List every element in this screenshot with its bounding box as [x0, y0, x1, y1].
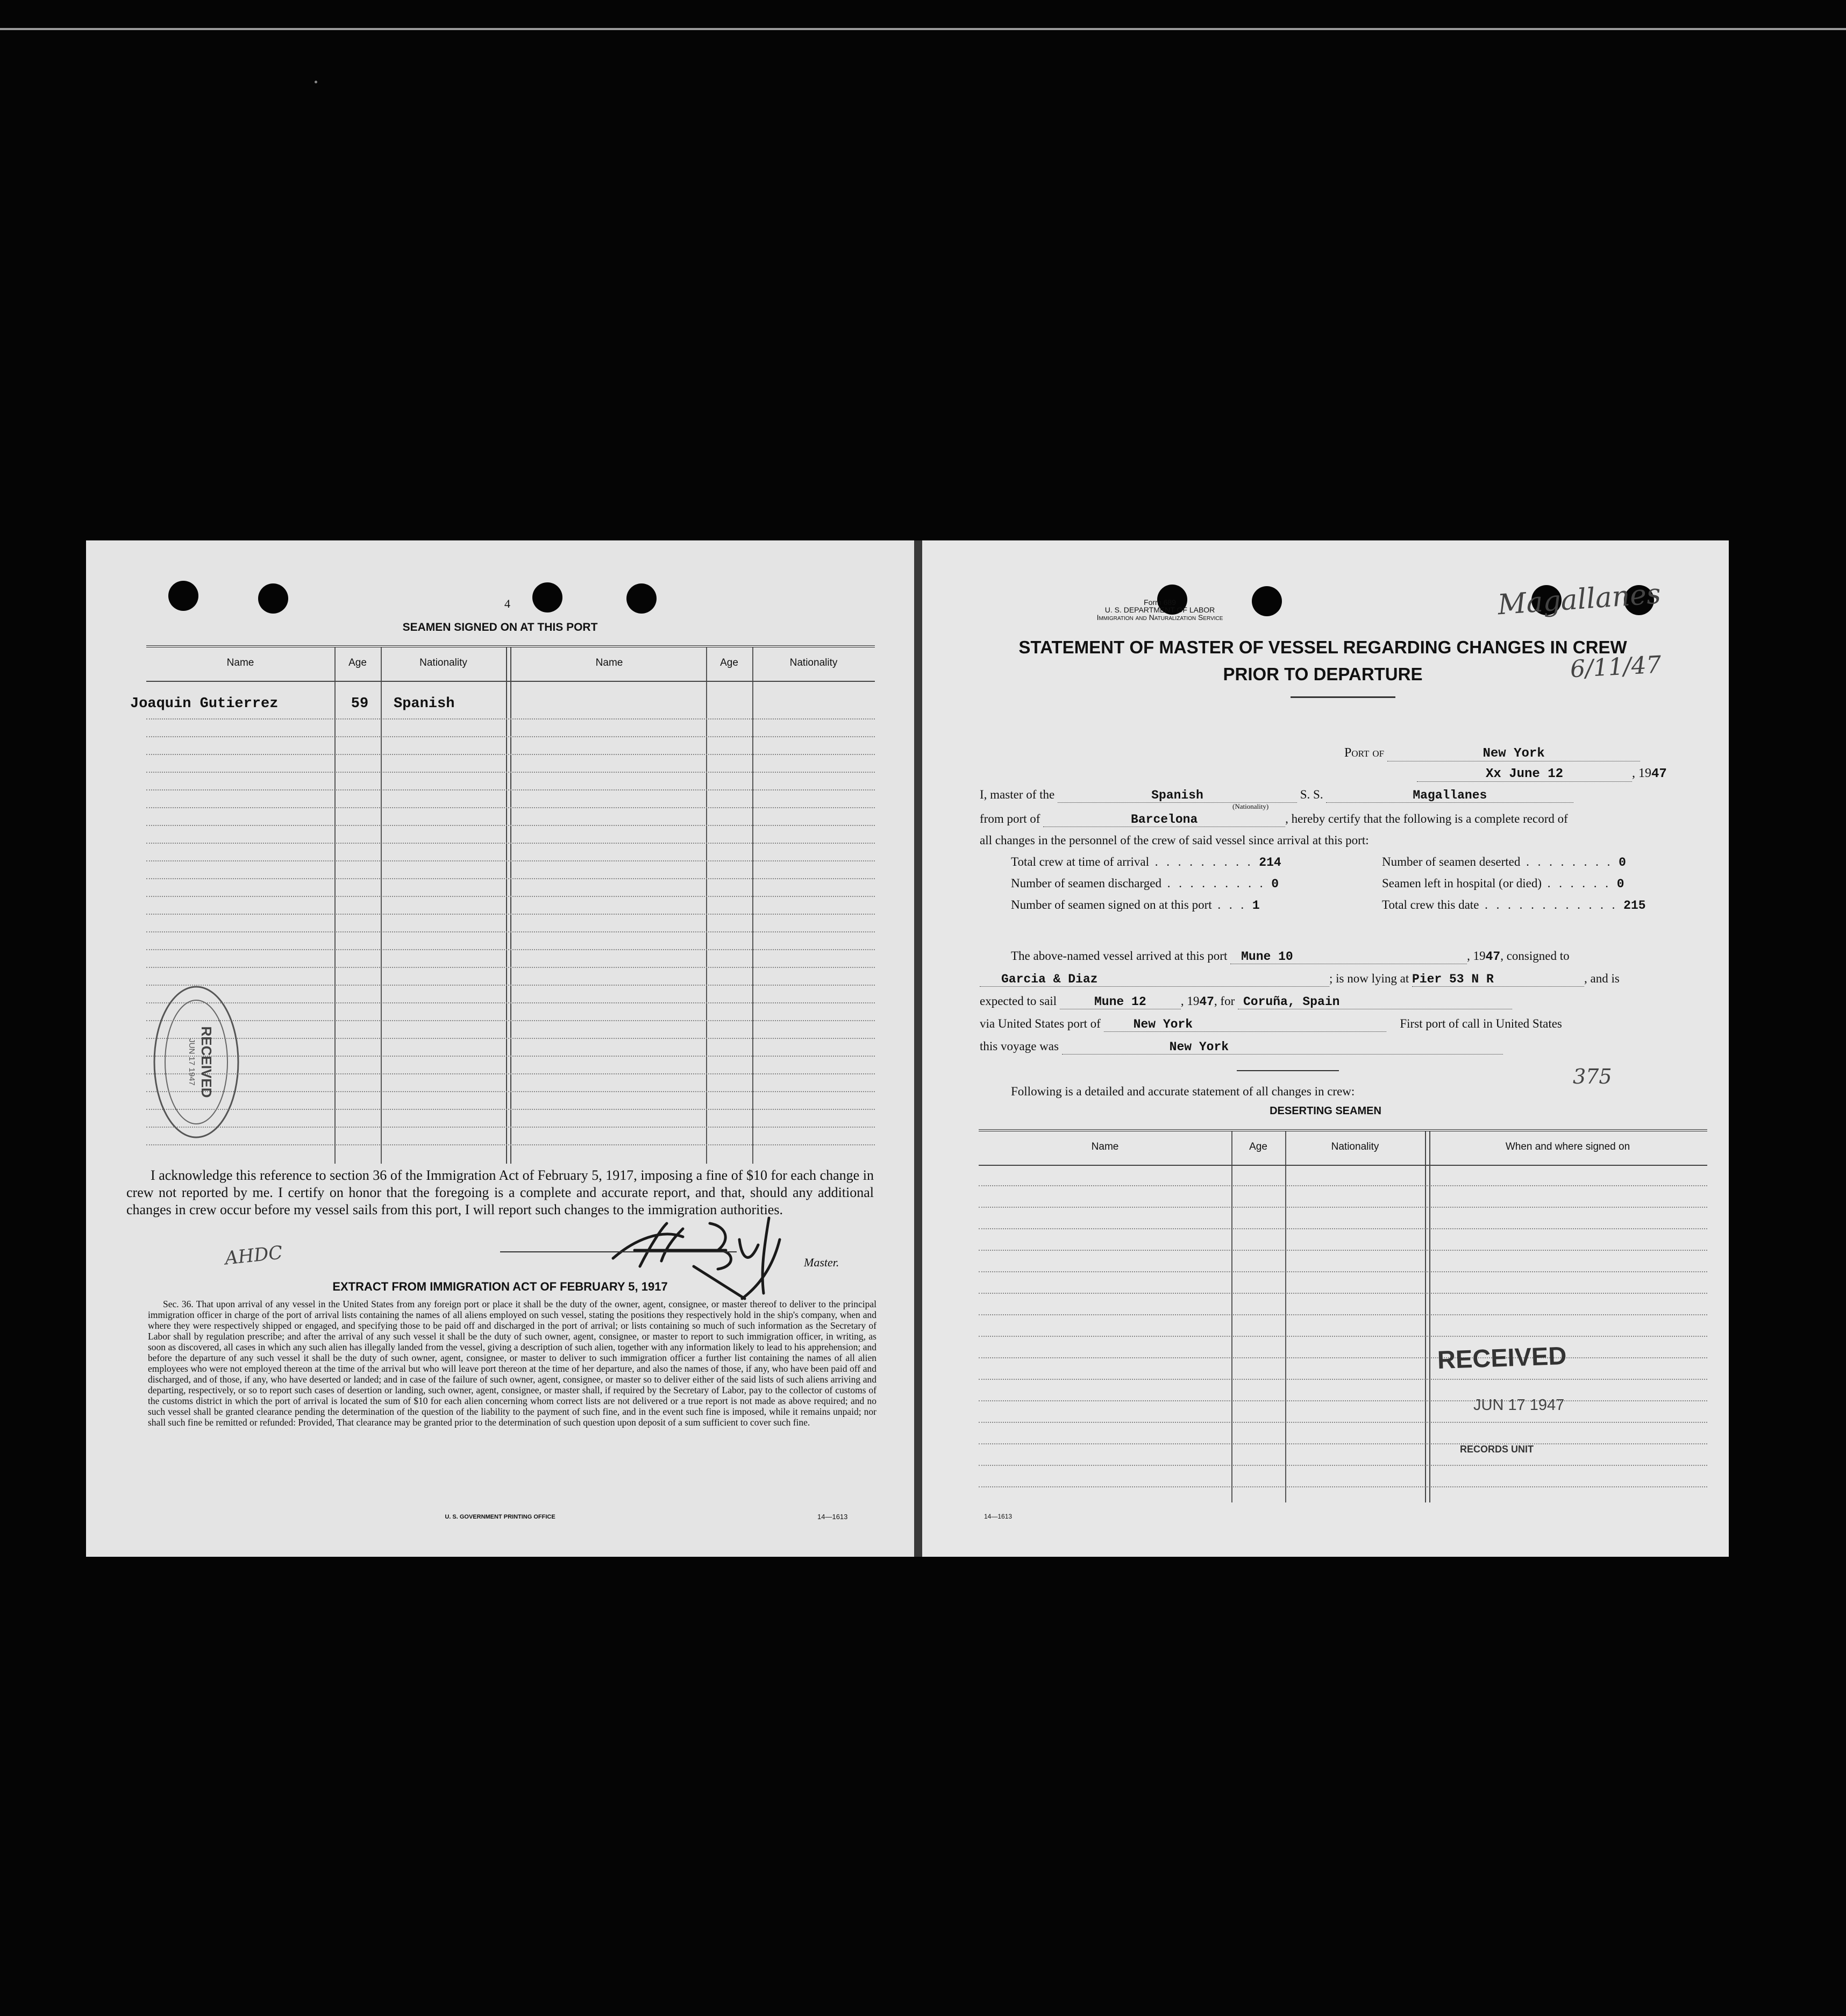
row-rule [979, 1250, 1707, 1251]
handwritten-vessel-name: Magallanes [1496, 578, 1662, 622]
consignee-value: Garcia & Diaz [980, 972, 1329, 987]
row-rule [979, 1228, 1707, 1230]
arrived-year: 47 [1485, 950, 1501, 964]
row-rule [979, 1486, 1707, 1488]
row-rule [146, 1127, 875, 1128]
row-rule [146, 1144, 875, 1146]
stat-label: Total crew this date [1382, 898, 1479, 911]
first-port-value: New York [1062, 1040, 1503, 1055]
column-header-nationality: Nationality [1331, 1141, 1379, 1152]
stat-label: Total crew at time of arrival [1011, 855, 1150, 868]
date-row [1417, 766, 1667, 782]
row-rule [979, 1293, 1707, 1294]
master-row [980, 788, 1573, 803]
stat-hospital: Seamen left in hospital (or died) . . . . . . 0 [1382, 877, 1624, 891]
printer-credit: U. S. GOVERNMENT PRINTING OFFICE [445, 1514, 555, 1520]
consigned-label: , consigned to [1500, 949, 1570, 963]
row-rule [979, 1400, 1707, 1402]
from-port-row [980, 812, 1568, 827]
column-rule [381, 647, 382, 1164]
row-rule [979, 1379, 1707, 1380]
stat-deserted: Number of seamen deserted . . . . . . . . 0 [1382, 855, 1626, 870]
section-title: SEAMEN SIGNED ON AT THIS PORT [402, 621, 598, 633]
row-rule [146, 1038, 875, 1039]
nationality-caption: (Nationality) [1232, 802, 1269, 810]
stat-total-arrival: Total crew at time of arrival . . . . . . . . . 214 [1011, 855, 1281, 870]
column-rule-double [1425, 1131, 1430, 1502]
row-rule [979, 1336, 1707, 1337]
stat-value: 215 [1623, 899, 1646, 913]
row-rule [979, 1271, 1707, 1273]
row-rule [146, 772, 875, 773]
lying-label: ; is now lying at [1329, 972, 1409, 985]
first-port-label: First port of call in United States [1400, 1017, 1562, 1030]
master-label: I, master of the [980, 788, 1055, 801]
scan-border-line [0, 28, 1846, 30]
row-rule [146, 896, 875, 897]
column-rule [334, 647, 336, 1164]
row-rule [146, 825, 875, 827]
punch-hole [626, 583, 657, 614]
stat-discharged: Number of seamen discharged . . . . . . . . . 0 [1011, 877, 1279, 891]
column-rule [1231, 1131, 1232, 1502]
handwritten-initials: AHDC [224, 1242, 284, 1270]
row-rule [146, 807, 875, 809]
pier-value: Pier 53 N R [1412, 972, 1584, 987]
table-cell-nationality: Spanish [394, 696, 455, 712]
column-header-when-where: When and where signed on [1505, 1141, 1630, 1152]
from-port-value: Barcelona [1043, 813, 1285, 827]
form-title-line1: STATEMENT OF MASTER OF VESSEL REGARDING CHANGES IN CREW [1018, 637, 1627, 657]
deserting-title: DESERTING SEAMEN [1270, 1105, 1381, 1117]
via-row [980, 1017, 1562, 1032]
row-rule [979, 1465, 1707, 1466]
stat-value: 0 [1616, 877, 1624, 891]
header-rule [979, 1165, 1707, 1166]
form-number: Form 689 [1144, 598, 1176, 607]
port-label: Port of [1344, 746, 1385, 760]
form-code: 14—1613 [984, 1513, 1013, 1520]
divider-rule [1237, 1070, 1339, 1071]
row-rule [146, 1091, 875, 1093]
sail-row: expected to sail Mune 12 , 1947, for Coruña, Spain [980, 994, 1512, 1009]
row-rule [146, 914, 875, 915]
page-number: 4 [504, 597, 510, 610]
extract-title: EXTRACT FROM IMMIGRATION ACT OF FEBRUARY 5, 1917 [332, 1280, 668, 1293]
punch-hole [258, 583, 288, 614]
stat-label: Number of seamen discharged [1011, 877, 1161, 890]
handwritten-number: 375 [1573, 1065, 1612, 1088]
form-header [1052, 599, 1267, 621]
received-date: JUN 17 1947 [1473, 1397, 1565, 1414]
seamen-signed-table [130, 645, 875, 1164]
form-code: 14—1613 [817, 1513, 848, 1521]
row-rule [979, 1314, 1707, 1316]
handwritten-date: 6/11/47 [1569, 651, 1662, 683]
row-rule [979, 1422, 1707, 1423]
column-header-nationality-2: Nationality [789, 657, 838, 668]
stat-value: 0 [1271, 877, 1279, 891]
stamp-received: RECEIVED [198, 1026, 215, 1098]
punch-hole [168, 581, 198, 611]
row-rule [146, 1109, 875, 1110]
row-rule [979, 1185, 1707, 1187]
row-rule [146, 754, 875, 756]
table-cell-age: 59 [351, 696, 369, 712]
expected-label: expected to sail [980, 994, 1057, 1008]
stat-label: Seamen left in hospital (or died) [1382, 877, 1542, 890]
column-header-age-2: Age [720, 657, 738, 668]
stamp-date: JUN 17 1947 [187, 1038, 196, 1086]
row-rule [146, 736, 875, 738]
row-rule [146, 985, 875, 986]
following-text: Following is a detailed and accurate statement of all changes in crew: [1011, 1085, 1355, 1098]
consignee-row [980, 972, 1620, 987]
signature-line [500, 1251, 737, 1252]
signature-caption: Master. [804, 1256, 839, 1269]
stat-value: 214 [1259, 856, 1281, 870]
stat-signed-on: Number of seamen signed on at this port . . . 1 [1011, 898, 1260, 913]
date-value: Xx June 12 [1417, 767, 1632, 782]
sail-year: 47 [1199, 995, 1214, 1009]
column-rule [1285, 1131, 1286, 1502]
column-header-age: Age [348, 657, 367, 668]
for-label: , for [1214, 994, 1235, 1008]
sail-date: Mune 12 [1060, 995, 1181, 1009]
arrived-date: Mune 10 [1230, 950, 1467, 964]
service: Immigration and Naturalization Service [1096, 613, 1223, 622]
table-cell-name: Joaquin Gutierrez [130, 696, 279, 712]
row-rule [146, 967, 875, 968]
row-rule [979, 1357, 1707, 1359]
page-fold [914, 540, 922, 1557]
column-rule [752, 647, 753, 1164]
column-rule [706, 647, 707, 1164]
column-header-name: Name [1091, 1141, 1119, 1152]
row-rule [146, 949, 875, 951]
port-value: New York [1387, 746, 1640, 761]
row-rule [146, 1020, 875, 1022]
department: U. S. DEPARTMENT OF LABOR [1104, 605, 1215, 614]
deserting-seamen-table [979, 1129, 1707, 1502]
title-rule [1291, 696, 1395, 698]
form-title-line2: PRIOR TO DEPARTURE [1223, 664, 1423, 684]
voyage-label: this voyage was [980, 1039, 1059, 1053]
dust-speck [315, 81, 317, 83]
punch-hole [532, 582, 562, 612]
received-circular-stamp [151, 981, 242, 1143]
row-rule [146, 718, 875, 720]
stat-value: 0 [1619, 856, 1626, 870]
year-value: 47 [1651, 767, 1667, 781]
arrival-row: The above-named vessel arrived at this port Mune 10 , 1947, consigned to [1011, 949, 1570, 964]
vessel-value: Magallanes [1326, 788, 1573, 803]
row-rule [979, 1207, 1707, 1208]
stat-label: Number of seamen deserted [1382, 855, 1521, 868]
acknowledgment-text: I acknowledge this reference to section 36 of the Immigration Act of February 5, 1917, imposing a fine of $10 for each change in crew not reported by me. I certify on honor that the foregoing is a complete and accurate report, and that, should any additional changes in crew occur before my vessel sails from this port, I will report such changes to the immigration authorities. [126, 1167, 874, 1217]
stat-label: Number of seamen signed on at this port [1011, 898, 1212, 911]
row-rule [146, 860, 875, 862]
destination-value: Coruña, Spain [1238, 995, 1512, 1009]
column-header-name-2: Name [595, 657, 623, 668]
voyage-row [980, 1039, 1503, 1055]
from-port-label: from port of [980, 812, 1040, 825]
column-header-name: Name [226, 657, 254, 668]
row-rule [146, 878, 875, 880]
row-rule [146, 1002, 875, 1004]
and-is-label: , and is [1584, 972, 1620, 985]
stat-total-crew: Total crew this date . . . . . . . . . . . . 215 [1382, 898, 1646, 913]
via-label: via United States port of [980, 1017, 1101, 1030]
row-rule [146, 789, 875, 791]
header-rule [146, 681, 875, 682]
certify-text: , hereby certify that the following is a complete record of [1285, 812, 1568, 825]
right-page [922, 540, 1729, 1557]
received-stamp: RECEIVED [1437, 1341, 1567, 1374]
arrived-label: The above-named vessel arrived at this port [1011, 949, 1228, 963]
section-36-text: Sec. 36. That upon arrival of any vessel in the United States from any foreign port or place it shall be the duty of the owner, agent, consignee, or master thereof to deliver to the principal immigration officer in charge of the port of arrival lists containing the names of all aliens employed on such vessel, stating the positions they respectively hold in the ship's company, when and where they were respectively shipped or engaged, and specifying those to be paid off and discharged in the port of arrival; or lists containing so much of such information as the Secretary of Labor shall by regulation prescribe; and after the arrival of any such vessel it shall be the duty of such owner, agent, consignee, or master to report to such immigration officer, in writing, as soon as discovered, all cases in which any such alien has illegally landed from the vessel, giving a description of such alien, together with any information likely to lead to his apprehension; and before the departure of any such vessel it shall be the duty of such owner, agent, consignee, or master to deliver to such immigration officer a further list containing the names of all alien employees who were not employed thereon at the time of the arrival but who will leave port thereon at the time of her departure, and also the names of those, if any, who have been paid off and discharged, and of those, if any, who have deserted or landed; and in case of the failure of such owner, agent, consignee, or master so to deliver either of the said lists of such aliens arriving and departing, respectively, or so to report such cases of desertion or landing, such owner, agent, consignee, or master shall, if required by the Secretary of Labor, pay to the collector of customs of the customs district in which the port of arrival is located the sum of $10 for each alien concerning whom correct lists are not delivered or a true report is not made as above required; and no such vessel shall be granted clearance pending the determination of the question of the liability to the payment of such fine, and in the event such fine is imposed, while it remains unpaid; nor shall such fine be remitted or refunded: Provided, That clearance may be granted prior to the determination of such question upon deposit of a sum sufficient to cover such fine. [148, 1299, 876, 1428]
row-rule [146, 1073, 875, 1075]
column-header-age: Age [1249, 1141, 1267, 1152]
column-header-nationality: Nationality [419, 657, 467, 668]
row-rule [146, 931, 875, 933]
records-unit: RECORDS UNIT [1460, 1444, 1534, 1455]
column-rule-double [506, 647, 511, 1164]
all-changes-text: all changes in the personnel of the crew of said vessel since arrival at this port: [980, 834, 1369, 847]
ss-label: S. S. [1300, 788, 1323, 801]
stat-value: 1 [1252, 899, 1260, 913]
via-port-value: New York [1104, 1017, 1386, 1032]
year-prefix: , 19 [1632, 766, 1651, 780]
row-rule [146, 843, 875, 844]
row-rule [146, 1056, 875, 1057]
port-row [1344, 746, 1640, 761]
row-rule [979, 1443, 1707, 1445]
left-page [86, 540, 914, 1557]
nationality-value: Spanish [1058, 788, 1297, 803]
